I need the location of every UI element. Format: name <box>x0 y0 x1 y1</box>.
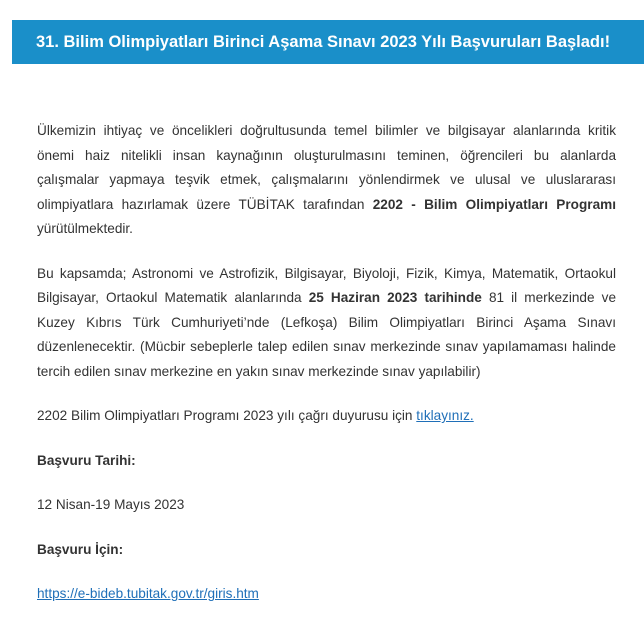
intro-text-end: yürütülmektedir. <box>37 221 133 236</box>
program-name: 2202 - Bilim Olimpiyatları Programı <box>372 196 616 212</box>
announcement-title-bar <box>12 20 644 64</box>
call-announcement-text: 2202 Bilim Olimpiyatları Programı 2023 yılı çağrı duyurusu için <box>37 408 417 423</box>
intro-paragraph <box>37 119 616 242</box>
exam-details-paragraph <box>37 262 616 385</box>
exam-details-text-end: 81 il merkezinde ve Kuzey Kıbrıs Türk Cumhuriyeti’nde (Lefkoşa) Bilim Olimpiyatları Birinci Aşama Sınavı düzenlenecektir. (Mücbir sebeplerle talep edilen sınav merkezinde sınav yapılamaması halinde tercih edilen sınav merkezine en yakın sınav merkezinde sınav yapılabilir) <box>37 290 617 379</box>
application-date-label: Başvuru Tarihi: <box>37 452 136 468</box>
page-title: 31. Bilim Olimpiyatları Birinci Aşama Sınavı 2023 Yılı Başvuruları Başladı! <box>36 32 611 51</box>
application-url-paragraph <box>37 582 616 607</box>
exam-date: 25 Haziran 2023 tarihinde <box>308 290 482 305</box>
application-url-link[interactable]: https://e-bideb.tubitak.gov.tr/giris.htm <box>37 586 259 601</box>
article-body <box>37 119 616 627</box>
call-announcement-paragraph <box>37 404 616 429</box>
exam-details-text: Bu kapsamda; Astronomi ve Astrofizik, Bilgisayar, Biyoloji, Fizik, Kimya, Matematik, Ortaokul Bilgisayar, Ortaokul Matematik alanlarında <box>37 265 616 305</box>
call-announcement-link[interactable]: tıklayınız. <box>416 408 474 423</box>
application-date-value: 12 Nisan-19 Mayıs 2023 <box>37 497 185 512</box>
application-for-label: Başvuru İçin: <box>37 541 124 557</box>
intro-text: Ülkemizin ihtiyaç ve öncelikleri doğrultusunda temel bilimler ve bilgisayar alanlarında kritik önemi haiz nitelikli insan kaynağının oluşturulmasını teminen, öğrencileri bu alanlarda çalışmalar yapmaya teşvik etmek, çalışmalarını yönlendirmek ve ulusal ve uluslararası olimpiyatlara hazırlamak üzere TÜBİTAK tarafından <box>37 123 616 212</box>
